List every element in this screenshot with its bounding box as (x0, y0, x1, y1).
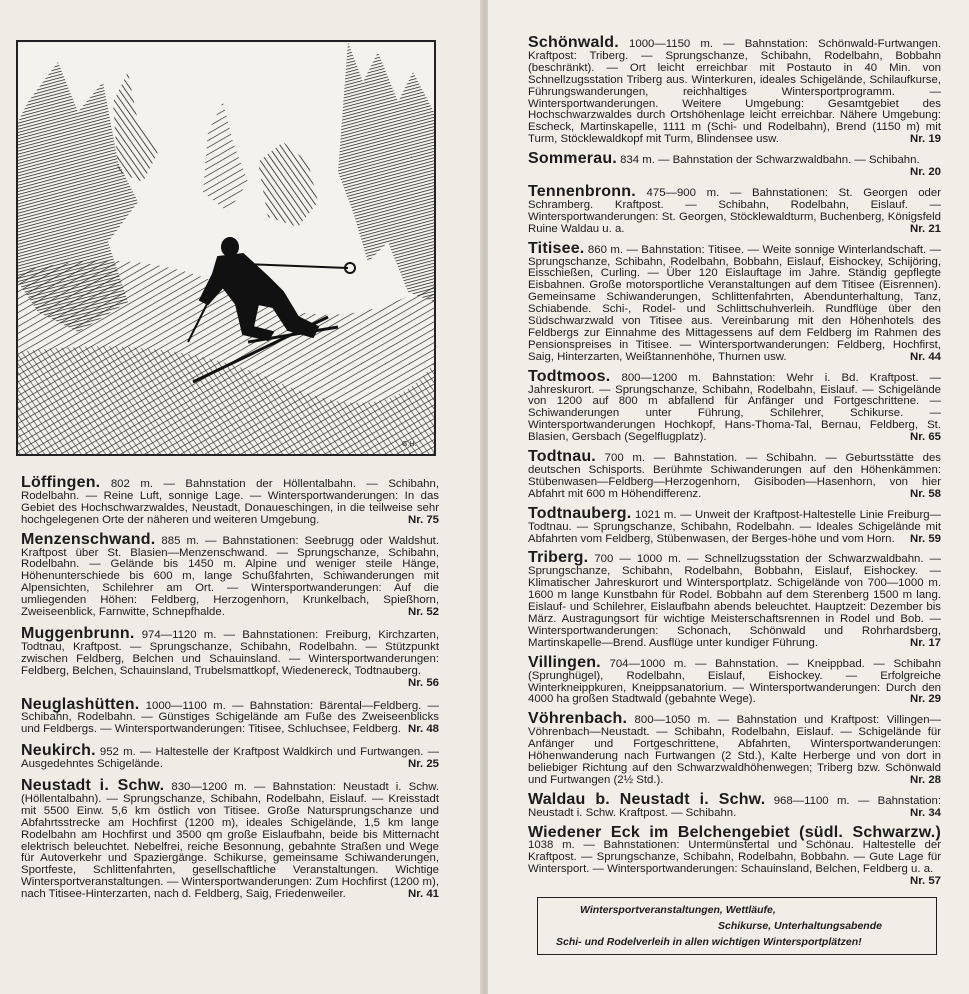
entry-todtnauberg (528, 504, 941, 546)
notice-line-2: Schikurse, Unterhaltungsabende (718, 920, 882, 932)
entry-waldau (528, 790, 941, 820)
entry-name: Neuglashütten. (21, 695, 140, 713)
skier-woodcut-image (18, 42, 434, 454)
entry-number: Nr. 58 (909, 487, 941, 500)
entry-text: 1000—1150 m. — Bahnstation: Schönwald-Furtwangen. Kraftpost: Triberg. — Sprungschanze, Schibahn, Rodelbahn, Bobbahn (beschränkt). — Ort leicht erreichbar mit Postauto in 40 Min. von Schnellzugsstation Triberg aus. Winterkuren, ideales Schigelände, Schilaufkurse, Führungswanderungen, reichhaltiges Wintersportprogramm. — Wintersportwanderungen. Weitere Umgebung: Gesamtgebiet des Hochschwarzwaldes durch Ortshöhenlage leicht erreichbar. Nähere Umgebung: Escheck, Martinskapelle, 1111 m (Schi- und Rodelbahn), Brend (1150 m) mit Turm, Stöcklewaldkopf mit Turm, Blindensee usw. (528, 38, 941, 146)
entry-text: 1021 m. — Unweit der Kraftpost-Haltestelle Linie Freiburg—Todtnau. — Sprungschanze, Schibahn, Rodelbahn. — Ideales Schigelände mit Abfahrten vom Feldberg, Stübenwasen, der Berges-höhe und vom Horn. (528, 508, 941, 545)
entry-name: Waldau b. Neustadt i. Schw. (528, 790, 766, 808)
entry-number: Nr. 34 (909, 806, 941, 819)
entry-name: Titisee. (528, 239, 585, 257)
entry-name: Löffingen. (21, 474, 101, 491)
entry-number: Nr. 41 (407, 888, 439, 901)
entry-text: 802 m. — Bahnstation der Höllentalbahn. — Schibahn, Rodelbahn. — Reine Luft, sonnige Lage. — Wintersportwanderungen: In das Gebiet des Hochschwarzwaldes, Neustadt, Donaueschingen, in die teilweise sehr hochgelegenen Orte der näheren und weiteren Umgebung. (21, 478, 439, 526)
entry-name: Todtmoos. (528, 367, 611, 385)
events-notice-box (537, 897, 937, 955)
entry-tennenbronn (528, 182, 942, 236)
entry-number: Nr. 25 (407, 758, 439, 771)
entry-number: Nr. 19 (909, 133, 941, 146)
entry-neukirch (21, 742, 439, 771)
entry-text: 800—1050 m. — Bahnstation und Kraftpost: Villingen—Vöhrenbach—Neustadt. — Schibahn, Rodelbahn, Eislauf. — Schigelände für Anfänger und Fortgeschrittene, Abfahrten, Wintersportwanderungen: Höhenwanderung nach Furtwangen (2 Std.), Kalte Herberge und von dort in beliebiger Richtung auf den Schwarzwaldhöhenwegen; Triberg bzw. Schönwald und Furtwangen (2½ Std.). (528, 714, 941, 786)
entry-name: Neukirch. (21, 742, 96, 760)
entry-voehrenbach (528, 710, 941, 786)
illustration-signature: G.H. (402, 441, 417, 448)
entry-text: 974—1120 m. — Bahnstationen: Freiburg, Kirchzarten, Todtnau, Kraftpost. — Sprungschanze, Schibahn, Rodelbahn. — Stützpunkt zwischen Feldberg, Belchen und Schauinsland. — Wintersportwanderungen: Feldberg, Belchen, Schauinsland, Trubelsmattkopf, Wiedenereck, Todtnauberg. (21, 628, 439, 677)
entry-todtnau (528, 448, 941, 501)
entry-muggenbrunn (21, 624, 439, 690)
entry-number: Nr. 17 (909, 636, 941, 649)
entry-schoenwald (528, 34, 941, 146)
entry-text: 704—1000 m. — Bahnstation. — Kneippbad. — Schibahn (Sprunghügel), Rodelbahn, Eislauf, Eishockey. — Erfolgreiche Winterkneippkuren, Kneippsanatorium. — Wintersportwanderungen: Durch den 4000 ha großen Stadtwald (gebahnte Wege). (528, 657, 941, 706)
entry-neuglashuetten (21, 695, 440, 737)
entry-todtmoos (528, 367, 941, 444)
entry-text: 800—1200 m. Bahnstation: Wehr i. Bd. Kraftpost. — Jahreskurort. — Sprungschanze, Schibahn, Rodelbahn, Eislauf. — Schigelände von 1200 auf 800 m abfallend für Anfänger und Fortgeschrittene. — Schiwanderungen unter Führung, Schilehrer, Schikurse. — Wintersportwanderungen Hochkopf, Hans-Thoma-Tal, Bernau, Feldberg, St. Blasien, Gersbach (Segelflugplatz). (528, 371, 941, 444)
entry-number: Nr. 44 (909, 350, 941, 363)
entry-name: Menzenschwand. (21, 530, 156, 548)
entry-name: Muggenbrunn. (21, 624, 135, 642)
entry-name: Tennenbronn. (528, 182, 636, 200)
entry-text: 830—1200 m. — Bahnstation: Neustadt i. Schw. (Höllentalbahn). — Sprungschanze, Schibahn, Rodelbahn, Eislauf. — Kreisstadt mit 5500 Einw. 5,6 km östlich von Titisee. Große Natursprungschanze und Abfahrtsstrecke am Hochfirst (1200 m), ideales Schigelände, 1,5 km lange Rodelbahn am Hochfirst und 3500 qm große Eislaufbahn, beide bis Mitternacht elektrisch beleuchtet. Nebelfrei, reiche Besonnung, gebahnte Straßen und Wege für Autoverkehr und Spaziergänge. Schikurse, gemeinsame Schiwanderungen, Sportfeste, Schlittenfahrten, gesellschaftliche Veranstaltungen. Wichtige Wintersportveranstaltungen. — Wintersportwanderungen: Zum Hochfirst (1200 m), nach Titisee-Hinterzarten, nach d. Feldberg, Saig, Friedenweiler. (21, 781, 439, 901)
entry-villingen (528, 653, 941, 707)
entry-text: 700 m. — Bahnstation. — Schibahn. — Geburtsstätte des deutschen Schisports. Berühmte Schiwanderungen auf den Höhenkämmen: Stübenwasen—Feldberg—Herzogenhorn, Gisiboden—Hasenhorn, von hier Abfahrt mit 600 m Höhendifferenz. (528, 452, 941, 500)
entry-name: Todtnauberg. (528, 504, 632, 522)
entry-name: Villingen. (528, 653, 601, 671)
entry-number: Nr. 20 (909, 166, 941, 179)
right-column (528, 34, 942, 895)
entry-loeffingen (21, 474, 439, 527)
entry-text: 700 — 1000 m. — Schnellzugsstation der Schwarzwaldbahn. — Sprungschanze, Schibahn, Rodelbahn, Bobbahn, Eislauf, Eishockey. — Klimatischer Jahreskurort und Wintersportplatz. Schigelände von 700—1000 m. 1600 m lange Kunstbahn für Rodel. Bobbahn auf dem Sterenberg 1500 m lang. Eislauf- und Schilehrer, Eislaufbahn abends beleuchtet. Hauptzeit: Dezember bis März. Austragungsort für wichtige Meisterschaftsrennen in Rodel und Bob. — Wintersportwanderungen: Schonach, Schönwald und Rohrhardsberg, Martinskapelle—Brend. Ausflüge unter kundiger Führung. (528, 553, 941, 649)
entry-name: Wiedener Eck im Belchengebiet (südl. Schwarzw.) (528, 823, 941, 841)
entry-name: Sommerau. (528, 150, 617, 168)
entry-wiedener-eck (528, 823, 941, 889)
notice-line-1: Wintersportveranstaltungen, Wettläufe, (580, 904, 776, 916)
entry-titisee (528, 239, 941, 364)
entry-sommerau (528, 150, 941, 179)
entry-text: 1038 m. — Bahnstationen: Untermünstertal und Schönau. Haltestelle der Kraftpost. — Sprungschanze, Schibahn, Rodelbahn, Bobbahn. — Gute Lage für Wintersport. — Wintersportwanderungen: Schauinsland, Belchen, Feldberg u. a. (528, 839, 941, 876)
entry-number: Nr. 56 (407, 676, 439, 689)
notice-line-3: Schi- und Rodelverleih in allen wichtigen Wintersportplätzen! (556, 936, 862, 948)
entry-text: 860 m. — Bahnstation: Titisee. — Weite sonnige Winterlandschaft. — Sprungschanze, Schibahn, Rodelbahn, Bobbahn, Eislauf, Eishockey, Schijöring, Eisschießen, Curling. — Über 120 Eislauftage im Jahre. Ständig gepflegte Eisbahnen. Große motorsportliche Veranstaltungen auf dem Titisee (Eisrennen). Gemeinsame Schiwanderungen, Schlittenfahrten, Abendunterhaltung, Tanz, Schiabende. Schi-, Rodel- und Schlittschuhverleih. Rundflüge über den Südschwarzwald von Titisee aus. Vereinbarung mit den Höhenhotels des Feldbergs zur Einnahme des Mittagessens auf dem Feldberg im Rahmen des Pensionspreises in Titisee. — Wintersportwanderungen: Feldberg, Hochfirst, Saig, Hinterzarten, Weißtannenhöhe, Thurnen usw. (528, 243, 941, 363)
skier-illustration (16, 40, 436, 456)
entry-number: Nr. 28 (909, 773, 941, 786)
entry-number: Nr. 65 (909, 431, 941, 444)
entry-number: Nr. 75 (407, 513, 439, 526)
entry-text: 952 m. — Haltestelle der Kraftpost Waldkirch und Furtwangen. — Ausgedehntes Schigelände. (21, 746, 439, 771)
entry-number: Nr. 29 (909, 693, 941, 706)
entry-name: Neustadt i. Schw. (21, 777, 165, 795)
entry-name: Vöhrenbach. (528, 710, 628, 728)
entry-number: Nr. 57 (909, 875, 941, 888)
entry-text: 834 m. — Bahnstation der Schwarzwaldbahn. — Schibahn. (620, 154, 920, 167)
entry-text: 968—1100 m. — Bahnstation: Neustadt i. Schw. Kraftpost. — Schibahn. (528, 794, 941, 819)
entry-number: Nr. 59 (909, 532, 941, 545)
entry-name: Triberg. (528, 549, 589, 567)
entry-number: Nr. 21 (909, 222, 941, 235)
entry-text: 475—900 m. — Bahnstationen: St. Georgen oder Schramberg. Kraftpost. — Schibahn, Rodelbahn, Eislauf. — Wintersportwanderungen: St. Georgen, Stöcklewaldturm, Buchenberg, Königsfeld Ruine Waldau u. a. (528, 186, 942, 235)
entry-text: 885 m. — Bahnstationen: Seebrugg oder Waldshut. Kraftpost über St. Blasien—Menzenschwand. — Sprungschanze, Schibahn, Rodelbahn. — Gelände bis 1450 m. Alpine und weniger steile Hänge, Höhenunterschiede bis 600 m, lange Schußfahrten, Schiwanderungen mit Alpensichten, Schilehrer am Ort. — Wintersportwanderungen: Auf die umliegenden Höhen: Feldberg, Herzogenhorn, Krunkelbach, Spießhorn, Zweiseenblick, Farnwitte, Schnepfhalde. (21, 534, 439, 619)
entry-name: Schönwald. (528, 34, 619, 51)
left-column (21, 474, 440, 908)
entry-number: Nr. 48 (407, 723, 439, 736)
entry-text: 1000—1100 m. — Bahnstation: Bärental—Feldberg. — Schibahn, Rodelbahn. — Günstiges Schigelände am Fuße des Zweiseenblicks und Feldbergs. — Wintersportwanderungen: Titisee, Schluchsee, Feldberg. (21, 699, 440, 736)
entry-menzenschwand (21, 530, 439, 619)
entry-number: Nr. 52 (407, 606, 439, 619)
entry-neustadt (21, 777, 439, 901)
entry-name: Todtnau. (528, 448, 596, 466)
entry-triberg (528, 549, 941, 649)
